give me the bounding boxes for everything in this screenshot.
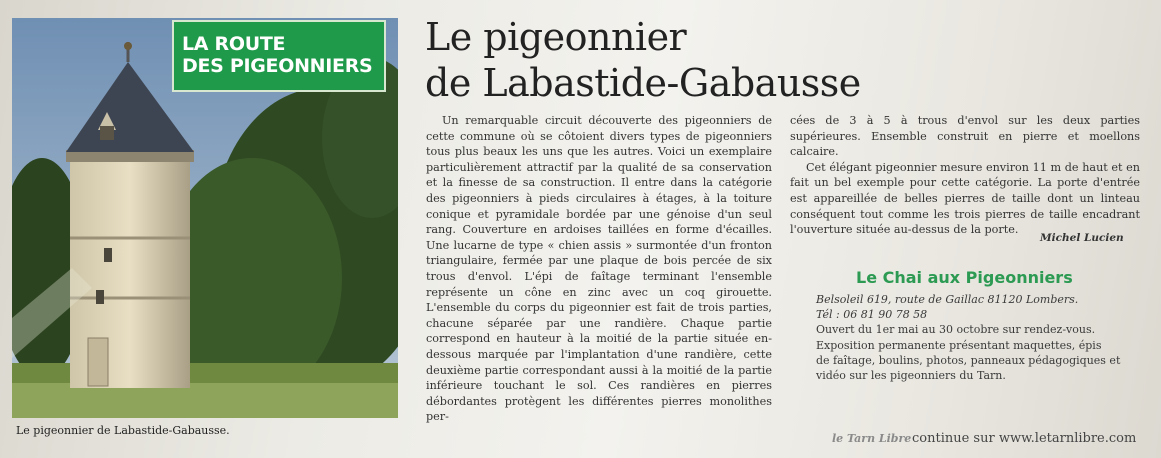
- footer-link-text: continue sur www.letarnlibre.com: [912, 431, 1137, 446]
- headline-line2: de Labastide-Gabausse: [425, 61, 861, 105]
- paragraph: Un remarquable circuit découverte des pigeonniers de cette commune où se côtoient divers types de pigeonniers tous plus beaux les uns que les autres. Voici un exemplaire particulièrement attractif par la qualité de sa conservation et la finesse de sa construction. Il entre dans la catégorie des pigeonniers à pieds circulaires à étages, à la toiture conique et pyramidale bordée par une génoise d'un seul rang. Couverture en ardoises taillées en forme d'écailles. Une lucarne de type « chien assis » surmontée d'un fronton triangulaire, fermée par une plaque de bois percée de six trous d'envol. L'épi de faîtage terminant l'ensemble représente un cône en zinc avec un coq girouette. L'ensemble du corps du pigeonnier est fait de trois parties, chacune séparée par une randière. Chaque partie correspond en hauteur à la moitié de la partie située en-dessous marquée par l'implantation d'une randière, cette deuxième partie correspondant aussi à la moitié de la partie inférieure touchant le sol. Ces randières en pierres débordantes protègent les différentes pierres monolithes per-: [426, 114, 772, 424]
- photo-caption: Le pigeonnier de Labastide-Gabausse.: [16, 424, 230, 437]
- section-badge: [172, 20, 386, 92]
- article-column-2: [790, 113, 1140, 238]
- article-column-1: [426, 113, 772, 425]
- info-box-title: Le Chai aux Pigeonniers: [856, 268, 1073, 287]
- info-line: vidéo sur les pigeonniers du Tarn.: [816, 369, 1006, 383]
- info-phone: Tél : 06 81 90 78 58: [816, 308, 928, 322]
- headline-line1: Le pigeonnier: [425, 15, 687, 59]
- newspaper-logo: le Tarn Libre: [832, 432, 912, 445]
- paragraph: cées de 3 à 5 à trous d'envol sur les deux parties supérieures. Ensemble construit en pierre et moellons calcaire.: [790, 114, 1140, 159]
- badge-line1: LA ROUTE: [182, 33, 286, 55]
- info-line: Ouvert du 1er mai au 30 octobre sur rendez-vous.: [816, 323, 1096, 337]
- info-address: Belsoleil 619, route de Gaillac 81120 Lombers.: [816, 293, 1079, 306]
- badge-line2: DES PIGEONNIERS: [182, 55, 373, 77]
- info-line: de faîtage, boulins, photos, panneaux pédagogiques et: [816, 353, 1121, 367]
- info-line: Exposition permanente présentant maquettes, épis: [816, 338, 1102, 352]
- author-signature: Michel Lucien: [1040, 232, 1124, 244]
- info-box: [816, 292, 1136, 383]
- paragraph: Cet élégant pigeonnier mesure environ 11 m de haut et en fait un bel exemple pour cette catégorie. La porte d'entrée est appareillée de belles pierres de taille dont un linteau conséquent tout comme les trois pierres de taille encadrant l'ouverture située au-dessus de la porte.: [790, 160, 1140, 237]
- article-headline: [425, 14, 861, 106]
